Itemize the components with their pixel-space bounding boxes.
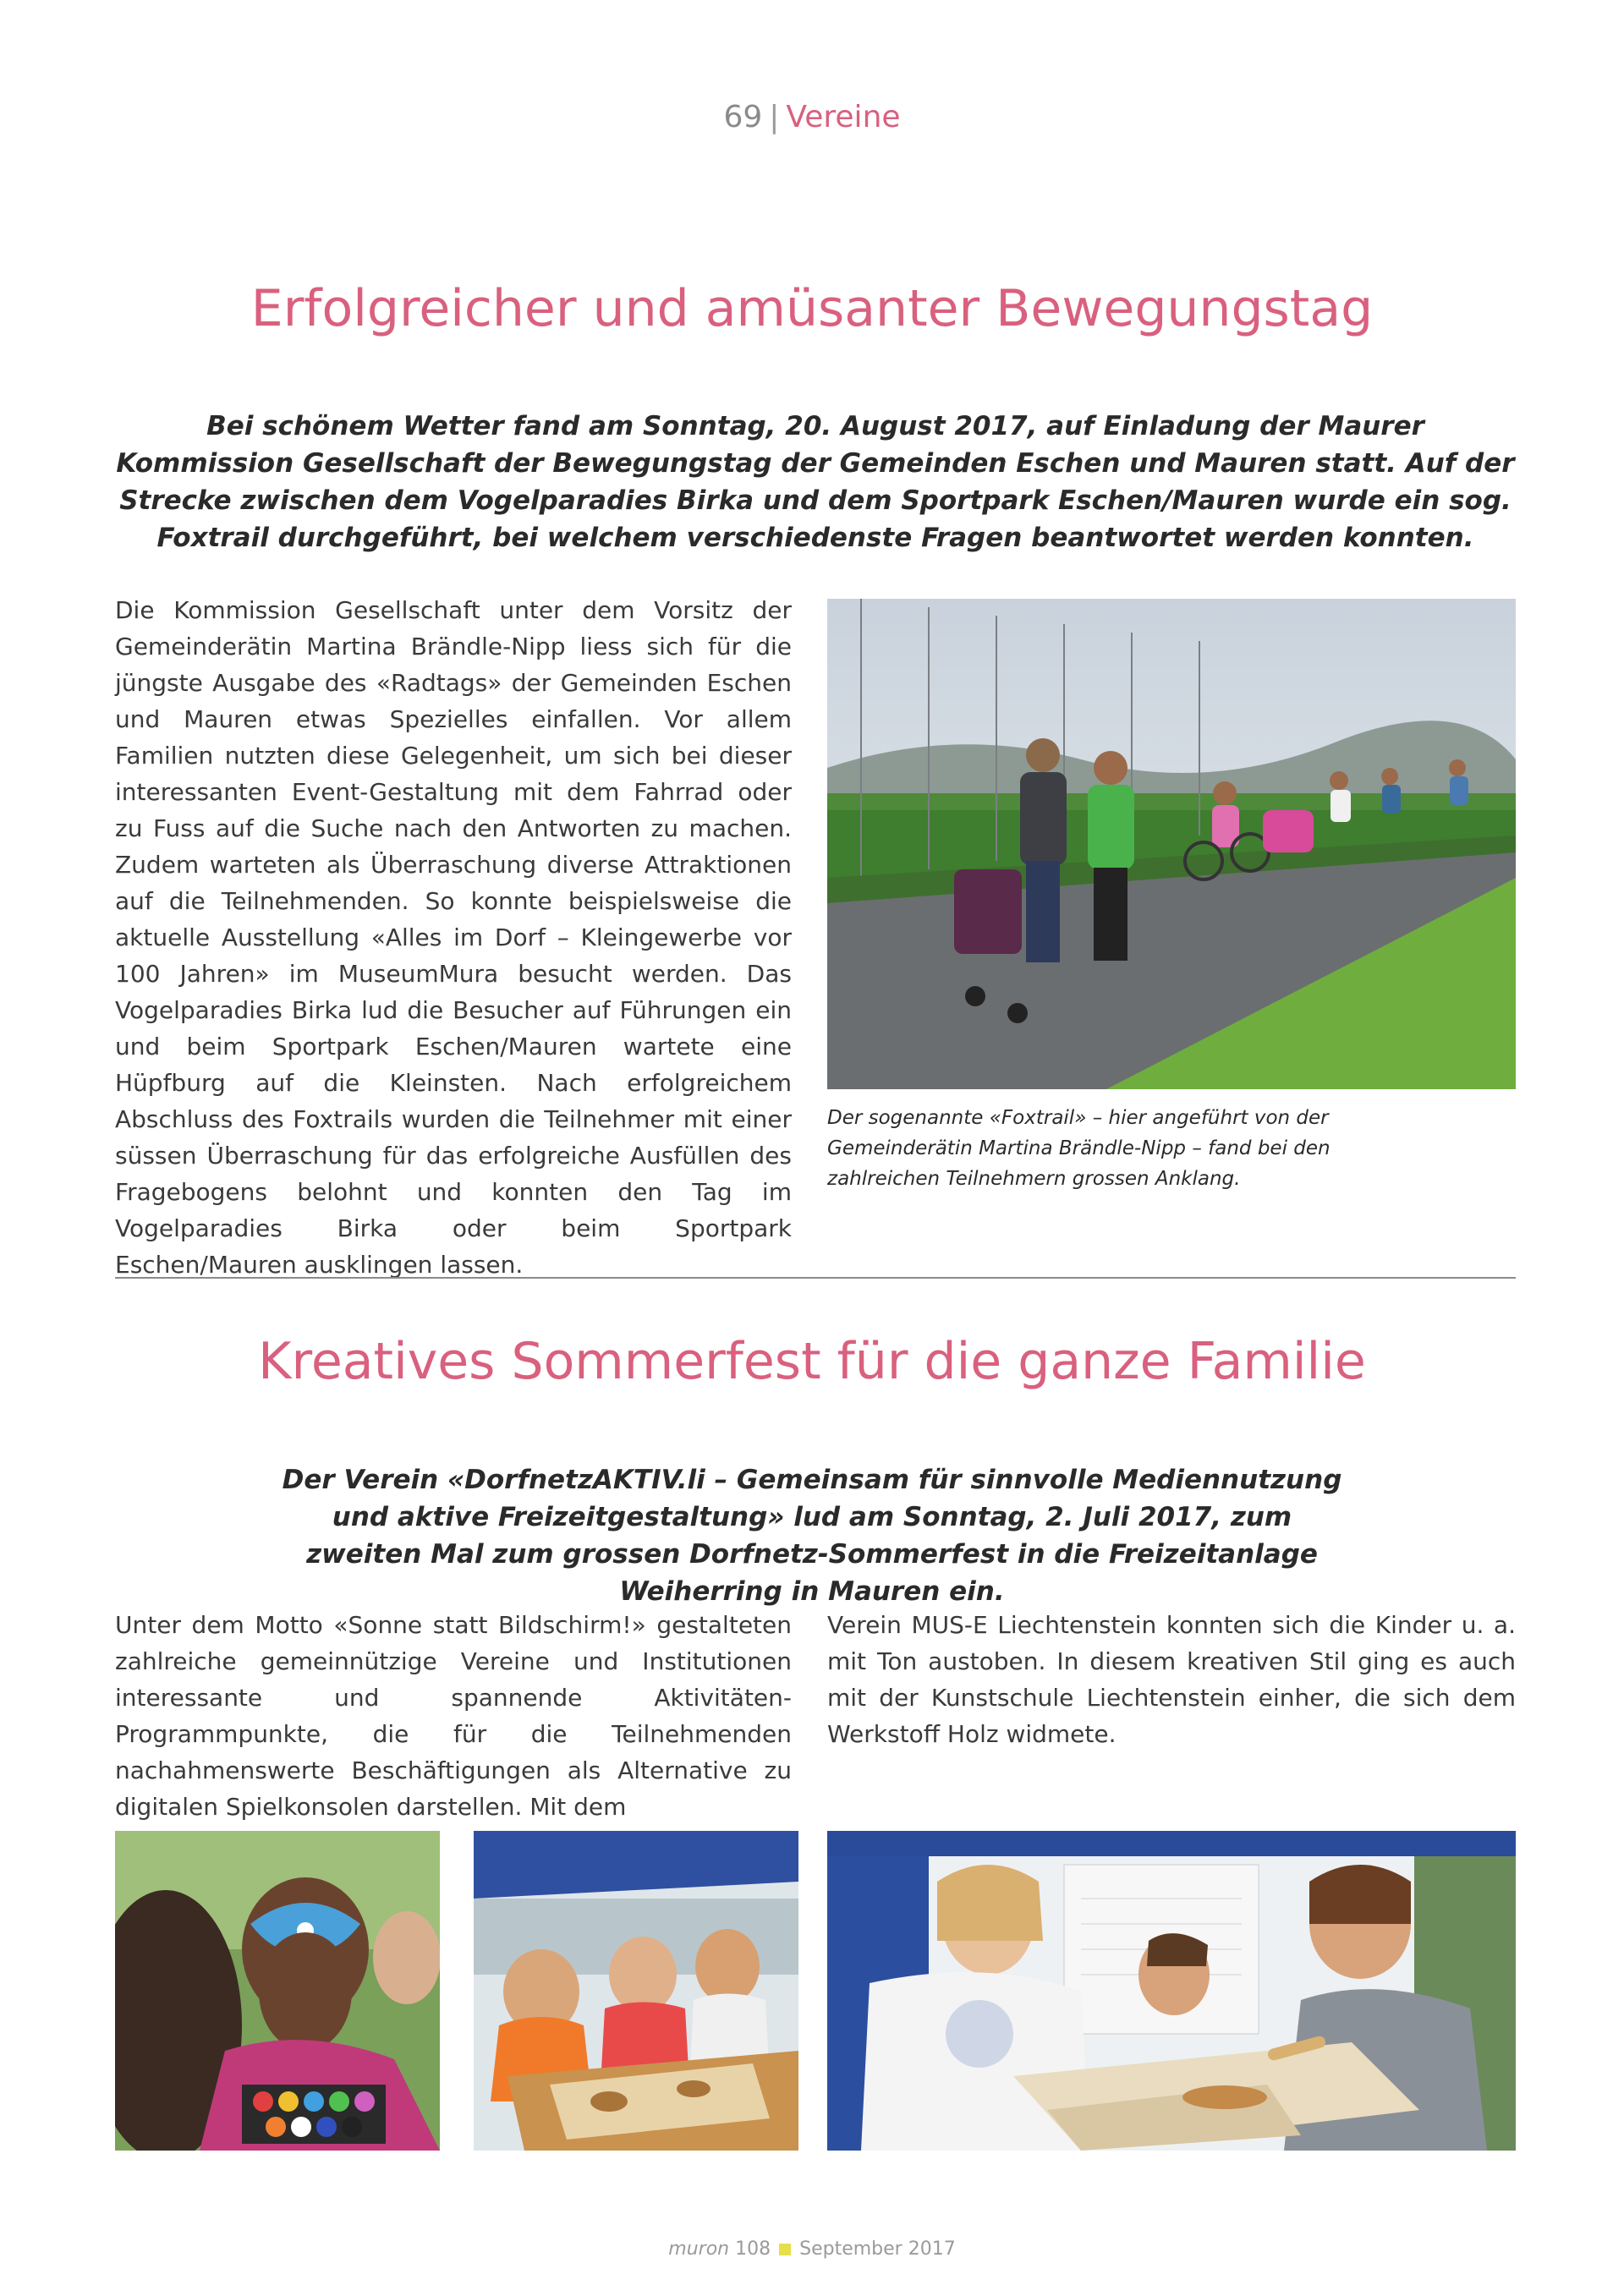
mus-e-workshop-graphic [827,1831,1516,2151]
foxtrail-photo [827,599,1516,1089]
clay-children-graphic [474,1831,798,2151]
footer-brand: muron [668,2238,730,2260]
article1-body: Die Kommission Gesellschaft unter dem Vorsitz der Gemeinderätin Martina Brändle-Nipp liess sich für die jüngste Ausgabe des «Radtags» der Gemeinden Eschen und Mauren etwas Spezielles einfallen. Vor allem Familien nutzten diese Gelegenheit, um sich bei dieser interessanten Event-Gestaltung mit dem Fahrrad oder zu Fuss auf die Suche nach den Antworten zu machen. Zudem warteten als Überraschung diverse Attraktionen auf die Teilnehmenden. So konnte beispielsweise die aktuelle Ausstellung «Alles im Dorf – Kleingewerbe vor 100 Jahren» im MuseumMura besucht werden. Das Vogelparadies Birka lud die Besucher auf Führungen ein und beim Sportpark Eschen/Mauren wartete eine Hüpfburg auf die Kleinsten. Nach erfolgreichem Abschluss des Foxtrails wurden die Teilnehmer mit einer süssen Überraschung für das erfolgreiche Ausfüllen des Fragebogens belohnt und konnten den Tag im Vogelparadies Birka oder beim Sportpark Eschen/Mauren ausklingen lassen. [115,596,792,1279]
article2-title: Kreatives Sommerfest für die ganze Familie [258,1332,1366,1391]
page-header [0,100,1624,134]
article1-title: Erfolgreicher und amüsanter Bewegungstag [250,279,1374,338]
page-footer [0,2238,1624,2260]
footer-square-icon [779,2244,791,2255]
article2-body-col2: Verein MUS-E Liechtenstein konnten sich die Kinder u. a. mit Ton austoben. In diesem kreativen Stil ging es auch mit der Kunstschule Liechtenstein einher, die sich dem Werkstoff Holz widmete. [827,1611,1516,1748]
header-separator: | [769,100,780,134]
footer-date: September 2017 [799,2238,956,2260]
page-number: 69 [723,100,763,134]
foxtrail-caption: Der sogenannte «Foxtrail» – hier angeführt von der Gemeinderätin Martina Brändle-Nipp – fand bei den zahlreichen Teilnehmern grossen Anklang. [827,1107,1330,1190]
face-painting-photo [115,1831,440,2151]
clay-children-photo [474,1831,798,2151]
foxtrail-photo-graphic [827,599,1516,1089]
mus-e-workshop-photo [827,1831,1516,2151]
footer-issue: 108 [735,2238,771,2260]
article2-lead: Der Verein «DorfnetzAKTIV.li – Gemeinsam für sinnvolle Mediennutzung und aktive Freizeitgestaltung» lud am Sonntag, 2. Juli 2017, zum zweiten Mal zum grossen Dorfnetz-Sommerfest in die Freizeitanlage Weiherring in Mauren ein. [282,1465,1342,1607]
article1-lead: Bei schönem Wetter fand am Sonntag, 20. August 2017, auf Einladung der Maurer Kommission Gesellschaft der Bewegungstag der Gemeinden Eschen und Mauren statt. Auf der Strecke zwischen dem Vogelparadies Birka und dem Sportpark Eschen/Mauren wurde ein sog. Foxtrail durchgeführt, bei welchem verschiedenste Fragen beantwortet werden konnten. [116,411,1515,553]
face-painting-graphic [115,1831,440,2151]
section-divider [115,1277,1516,1279]
article2-body-col1: Unter dem Motto «Sonne statt Bildschirm!» gestalteten zahlreiche gemeinnützige Vereine und Institutionen interessante und spannende Aktivitäten-Programmpunkte, die für die Teilnehmenden nachahmenswerte Beschäftigungen als Alternative zu digitalen Spielkonsolen darstellen. Mit dem [115,1611,792,1821]
section-title: Vereine [786,100,901,134]
